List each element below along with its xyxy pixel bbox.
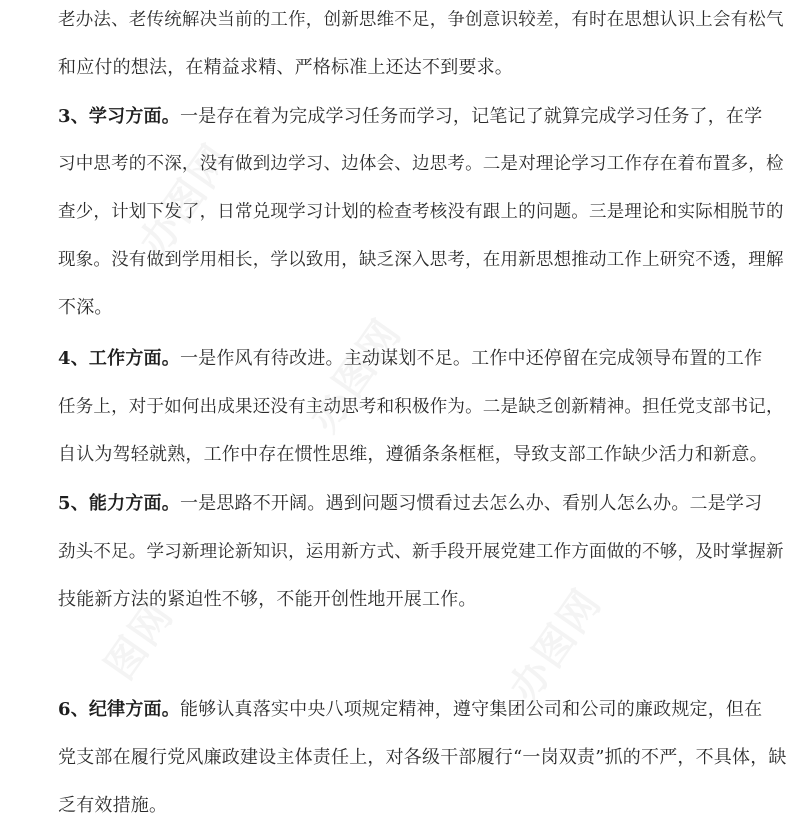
watermark-2: 办图网 [300, 310, 411, 441]
section-4-text: 一是作风有待改进。主动谋划不足。工作中还停留在完成领导布置的工作 [179, 348, 763, 369]
section-6-first-line [58, 698, 762, 722]
section-5-heading: 5、能力方面。 [58, 493, 180, 514]
section-4-first-line [58, 347, 762, 371]
section-3-text: 一是存在着为完成学习任务而学习，记笔记了就算完成学习任务了，在学 [179, 106, 763, 127]
section-3-first-line [58, 105, 762, 129]
section-3-line: 现象。没有做到学用相长，学以致用，缺乏深入思考，在用新思想推动工作上研究不透，理解 [58, 250, 784, 270]
section-6-line: 乏有效措施。 [58, 795, 168, 816]
section-6-heading: 6、纪律方面。 [58, 699, 180, 720]
section-4-line: 自认为驾轻就熟，工作中存在惯性思维，遵循条条框框，导致支部工作缺少活力和新意。 [58, 444, 768, 465]
section-3-heading: 3、学习方面。 [58, 106, 180, 127]
intro-line: 老办法、老传统解决当前的工作，创新思维不足，争创意识较差，有时在思想认识上会有松气 [58, 10, 784, 30]
watermark-4: 图网 [96, 592, 183, 689]
watermark-3: 办图网 [500, 580, 611, 711]
section-5-text: 一是思路不开阔。遇到问题习惯看过去怎么办、看别人怎么办。二是学习 [179, 493, 763, 514]
section-6-text: 能够认真落实中央八项规定精神，遵守集团公司和公司的廉政规定，但在 [179, 699, 763, 720]
intro-line: 和应付的想法，在精益求精、严格标准上还达不到要求。 [58, 57, 513, 78]
section-3-line: 不深。 [58, 297, 113, 318]
section-4-heading: 4、工作方面。 [58, 348, 180, 369]
section-3-line: 查少，计划下发了，日常兑现学习计划的检查考核没有跟上的问题。三是理论和实际相脱节的 [58, 202, 784, 222]
section-5-first-line [58, 492, 762, 516]
section-5-line: 劲头不足。学习新理论新知识，运用新方式、新手段开展党建工作方面做的不够，及时掌握新 [58, 542, 784, 562]
section-5-line: 技能新方法的紧迫性不够，不能开创性地开展工作。 [58, 589, 477, 610]
watermark-1: 办图网 [130, 135, 241, 266]
section-3-line: 习中思考的不深，没有做到边学习、边体会、边思考。二是对理论学习工作存在着布置多，检 [58, 154, 784, 174]
section-4-line: 任务上，对于如何出成果还没有主动思考和积极作为。二是缺乏创新精神。担任党支部书记， [58, 397, 784, 417]
section-6-line: 党支部在履行党风廉政建设主体责任上，对各级干部履行“一岗双责”抓的不严，不具体，缺 [58, 747, 787, 768]
